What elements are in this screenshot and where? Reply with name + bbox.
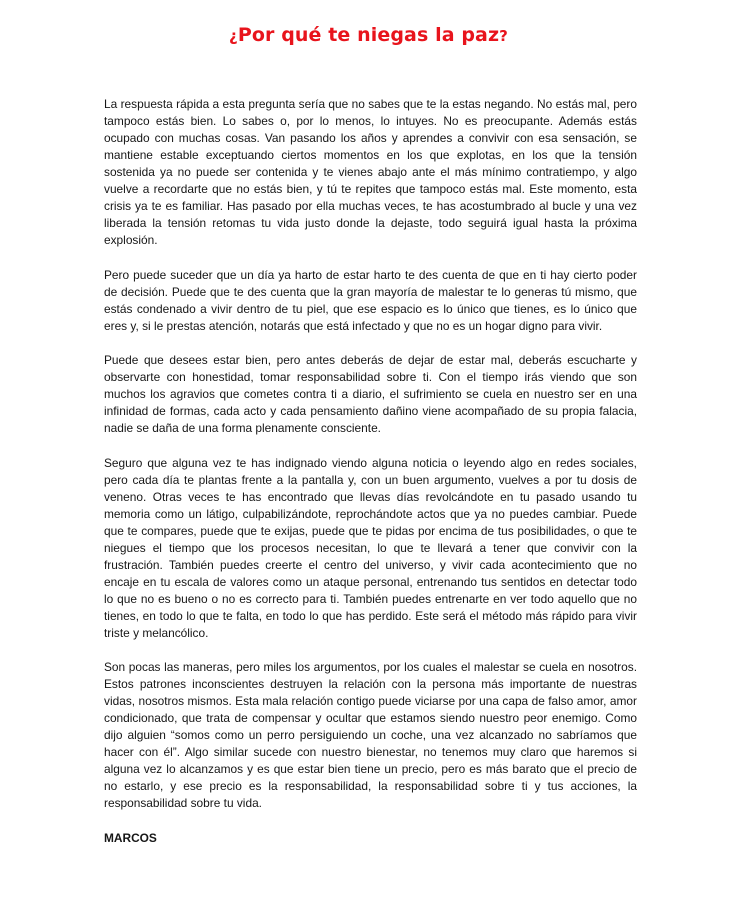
title-open-mark: ¿ (229, 27, 238, 45)
title-text: Por qué te niegas la paz (237, 24, 500, 46)
document-body (104, 96, 637, 847)
document-title (0, 24, 737, 46)
paragraph-5: Son pocas las maneras, pero miles los argumentos, por los cuales el malestar se cuela en nosotros. Estos patrones inconscientes destruyen la relación con la persona más importante de nuestras vidas, nosotros mismos. Esta mala relación contigo puede viciarse por una capa de falso amor, amor condicionado, que trata de compensar y ocultar que estamos siendo nuestro peor enemigo. Como dijo alguien “somos como un perro persiguiendo un coche, una vez alcanzado no sabríamos que hacer con él”. Algo similar sucede con nuestro bienestar, no tenemos muy claro que haremos si alguna vez lo alcanzamos y es que estar bien tiene un precio, pero es más barato que el precio de no estarlo, y ese precio es la responsabilidad, la responsabilidad sobre ti y tus acciones, la responsabilidad sobre tu vida. (104, 660, 637, 810)
title-close-mark: ? (499, 27, 508, 45)
author-signature: MARCOS (104, 830, 157, 845)
paragraph-3: Puede que desees estar bien, pero antes deberás de dejar de estar mal, deberás escucharte y observarte con honestidad, tomar responsabilidad sobre ti. Con el tiempo irás viendo que son muchos los agravios que cometes contra ti a diario, el sufrimiento se cuela en nuestro ser en una infinidad de formas, cada acto y cada pensamiento dañino viene acompañado de su propia falacia, nadie se daña de una forma plenamente consciente. (104, 353, 637, 435)
paragraph-1: La respuesta rápida a esta pregunta sería que no sabes que te la estas negando. No estás mal, pero tampoco estás bien. Lo sabes o, por lo menos, lo intuyes. No es preocupante. Además estás ocupado con muchas cosas. Van pasando los años y aprendes a convivir con esa sensación, se mantiene estable exceptuando ciertos momentos en los que explotas, en los que la tensión sostenida ya no puede ser contenida y te vienes abajo ante el más mínimo contratiempo, y algo vuelve a recordarte que no estás bien, y tú te repites que tampoco estás mal. Este momento, esta crisis ya te es familiar. Has pasado por ella muchas veces, te has acostumbrado al bucle y una vez liberada la tensión retomas tu vida justo donde la dejaste, todo seguirá igual hasta la próxima explosión. (104, 97, 637, 247)
paragraph-4: Seguro que alguna vez te has indignado viendo alguna noticia o leyendo algo en redes sociales, pero cada día te plantas frente a la pantalla y, con un buen argumento, vuelves a por tu dosis de veneno. Otras veces te has encontrado que llevas días revolcándote en tu pasado usando tu memoria como un látigo, culpabilizándote, reprochándote actos que ya no puedes cambiar. Puede que te compares, puede que te exijas, puede que te pidas por encima de tus posibilidades, o que te niegues el tiempo que los procesos necesitan, lo que te llevará a tener que convivir con la frustración. También puedes creerte el centro del universo, y vivir cada acontecimiento que no encaje en tu escala de valores como un ataque personal, entrenando tus sentidos en detectar todo lo que no es bueno o no es correcto para ti. También puedes entrenarte en ver todo aquello que no tienes, en todo lo que te falta, en todo lo que has perdido. Este será el método más rápido para vivir triste y melancólico. (104, 455, 637, 640)
paragraph-2: Pero puede suceder que un día ya harto de estar harto te des cuenta de que en ti hay cierto poder de decisión. Puede que te des cuenta que la gran mayoría de malestar te lo generas tú mismo, que estás condenado a vivir dentro de tu piel, que ese espacio es lo único que tienes, es lo único que eres y, si le prestas atención, notarás que está infectado y que no es un hogar digno para vivir. (104, 267, 637, 333)
